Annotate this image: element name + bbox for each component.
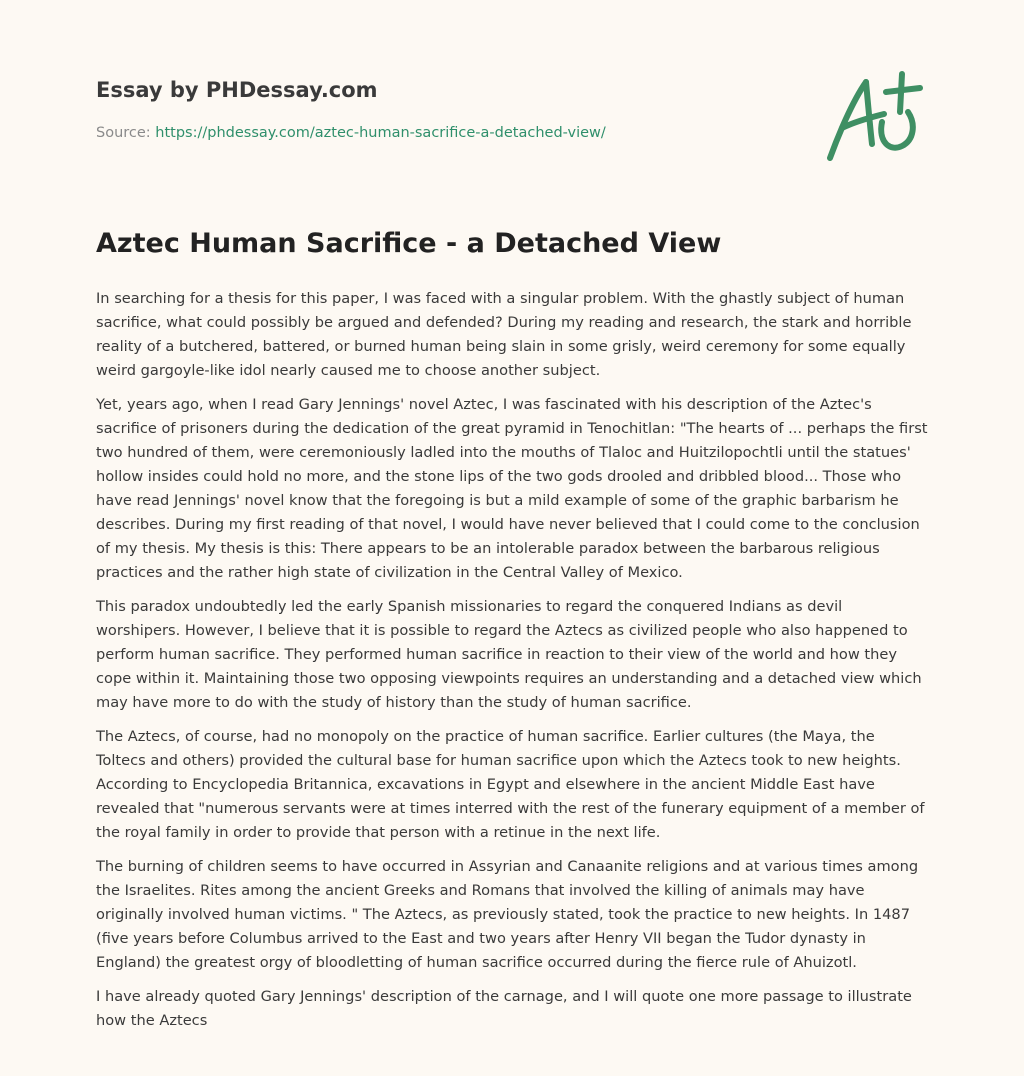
plus-hook-stroke	[881, 112, 913, 148]
source-link[interactable]: https://phdessay.com/aztec-human-sacrifice-a-detached-view/	[155, 125, 606, 141]
essay-paragraph: I have already quoted Gary Jennings' description of the carnage, and I will quote one more passage to illustrate how the Aztecs	[96, 988, 912, 1029]
plus-horizontal-stroke	[886, 88, 920, 92]
essay-title: Aztec Human Sacrifice - a Detached View	[96, 228, 722, 259]
essay-paragraph: In searching for a thesis for this paper, I was faced with a singular problem. With the ghastly subject of human sacrifice, what could possibly be argued and defended? During my reading and research, the stark and horrible reality of a butchered, battered, or burned human being slain in some grisly, weird ceremony for some equally weird gargoyle-like idol nearly caused me to choose another subject.	[96, 290, 912, 379]
source-line	[96, 123, 606, 143]
essay-paragraph: The Aztecs, of course, had no monopoly on the practice of human sacrifice. Earlier cultures (the Maya, the Toltecs and others) provided the cultural base for human sacrifice upon which the Aztecs took to new heights. According to Encyclopedia Britannica, excavations in Egypt and elsewhere in the ancient Middle East have revealed that "numerous servants were at times interred with the rest of the funerary equipment of a member of the royal family in order to provide that person with a retinue in the next life.	[96, 728, 925, 841]
essay-paragraph: This paradox undoubtedly led the early Spanish missionaries to regard the conquered Indians as devil worshipers. However, I believe that it is possible to regard the Aztecs as civilized people who also happened to perform human sacrifice. They performed human sacrifice in reaction to their view of the world and how they cope within it. Maintaining those two opposing viewpoints requires an understanding and a detached view which may have more to do with the study of history than the study of human sacrifice.	[96, 598, 922, 711]
letter-a-right-stroke	[866, 82, 872, 144]
essay-body	[96, 287, 928, 1043]
essay-paragraph: Yet, years ago, when I read Gary Jennings' novel Aztec, I was fascinated with his description of the Aztec's sacrifice of prisoners during the dedication of the great pyramid in Tenochitlan: "The hearts of ... perhaps the first two hundred of them, were ceremoniously ladled into the mouths of Tlaloc and Huitzilopochtli until the statues' hollow insides could hold no more, and the stone lips of the two gods drooled and dribbled blood... Those who have read Jennings' novel know that the foregoing is but a mild example of some of the graphic barbarism he describes. During my first reading of that novel, I would have never believed that I could come to the conclusion of my thesis. My thesis is this: There appears to be an intolerable paradox between the barbarous religious practices and the rather high state of civilization in the Central Valley of Mexico.	[96, 396, 928, 581]
site-title: Essay by PHDessay.com	[96, 78, 378, 102]
source-label: Source:	[96, 125, 156, 141]
a-plus-logo-icon	[818, 68, 928, 168]
essay-paragraph: The burning of children seems to have occurred in Assyrian and Canaanite religions and at various times among the Israelites. Rites among the ancient Greeks and Romans that involved the killing of animals may have originally involved human victims. " The Aztecs, as previously stated, took the practice to new heights. In 1487 (five years before Columbus arrived to the East and two years after Henry VII began the Tudor dynasty in England) the greatest orgy of bloodletting of human sacrifice occurred during the fierce rule of Ahuizotl.	[96, 858, 919, 971]
